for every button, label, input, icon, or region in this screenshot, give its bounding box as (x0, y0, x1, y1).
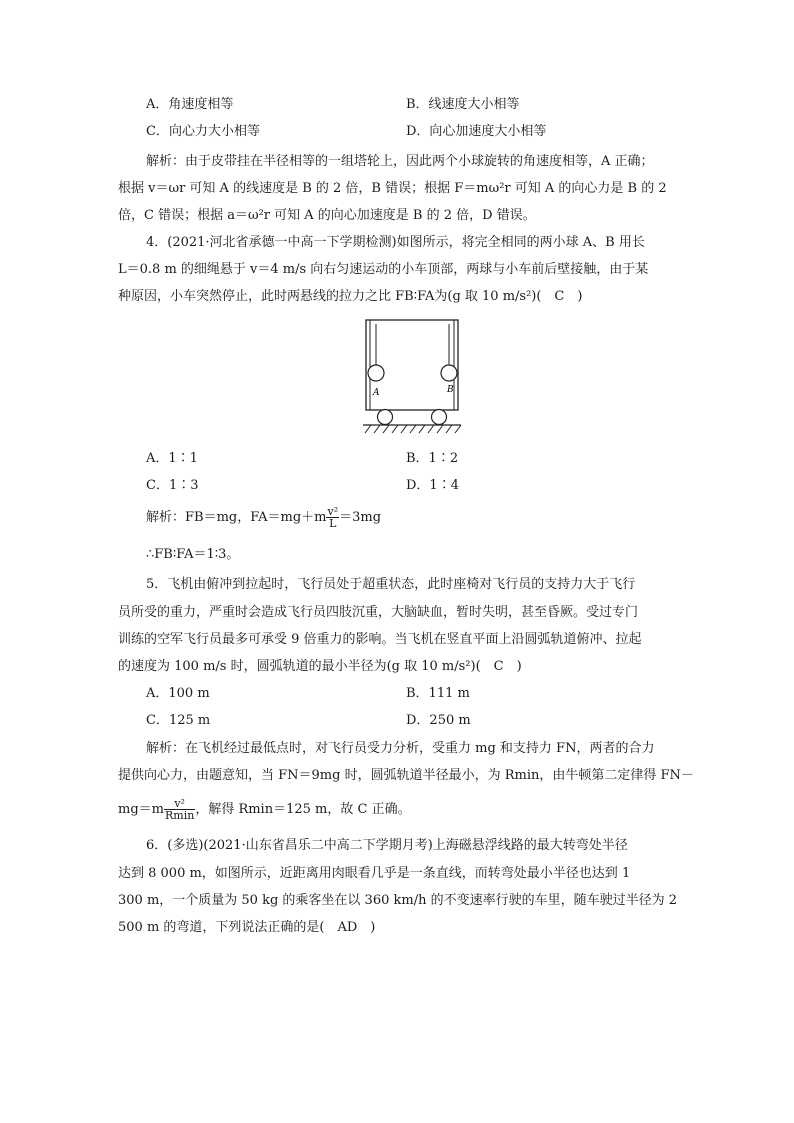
q4-fraction-num: v² (327, 505, 339, 518)
q4-option-d: D．1∶4 (406, 478, 459, 493)
q5-stem-line: 训练的空军飞行员最多可承受 9 倍重力的影响。当飞机在竖直平面上沿圆弧轨道俯冲、拉起 (118, 632, 642, 647)
q6-stem-line: 500 m 的弯道，下列说法正确的是( AD ) (118, 920, 376, 935)
q6-stem-line: 6．(多选)(2021·山东省昌乐二中高二下学期月考)上海磁悬浮线路的最大转弯处半径 (146, 838, 628, 853)
ball-a (368, 365, 384, 381)
q4-stem-line: L＝0.8 m 的细绳悬于 v＝4 m/s 向右匀速运动的小车顶部，两球与小车前后壁接触，由于某 (118, 262, 649, 277)
q5-analysis-line: 提供向心力，由题意知，当 FN＝9mg 时，圆弧轨道半径最小，为 Rmin，由牛顿第二定律得 FN－ (118, 768, 694, 783)
q3-option-c: C．向心力大小相等 (146, 124, 260, 139)
q5-fraction (164, 798, 195, 821)
q3-analysis-line: 倍，C 错误；根据 a＝ω²r 可知 A 的向心加速度是 B 的 2 倍，D 错误。 (118, 208, 536, 223)
q4-option-c: C．1∶3 (146, 478, 199, 493)
ball-b-label: B (447, 385, 454, 395)
q3-analysis-line: 解析：由于皮带挂在半径相等的一组塔轮上，因此两个小球旋转的角速度相等，A 正确； (146, 154, 654, 169)
ball-a-label: A (373, 388, 380, 398)
q4-fraction-den: L (329, 517, 337, 530)
q5-fraction-den: Rmin (164, 809, 195, 822)
q6-stem-line: 达到 8 000 m，如图所示，近距离用肉眼看几乎是一条直线，而转弯处最小半径也达到 1 (118, 866, 631, 881)
q3-option-a: A．角速度相等 (146, 97, 234, 112)
q5-analysis-last-prefix: mg＝m (118, 802, 164, 817)
q5-stem-line: 员所受的重力，严重时会造成飞行员四肢沉重，大脑缺血，暂时失明，甚至昏厥。受过专门 (118, 605, 639, 620)
q4-analysis-prefix: 解析：FB＝mg，FA＝mg＋m (146, 510, 327, 525)
q3-option-d: D．向心加速度大小相等 (406, 124, 547, 139)
q5-stem-line: 的速度为 100 m/s 时，圆弧轨道的最小半径为(g 取 10 m/s²)( C ) (118, 659, 522, 674)
q4-fraction (326, 506, 339, 529)
q5-option-a: A．100 m (146, 686, 210, 701)
q5-analysis-line: 解析：在飞机经过最低点时，对飞行员受力分析，受重力 mg 和支持力 FN，两者的合力 (146, 741, 655, 756)
q5-fraction-num: v² (164, 798, 195, 810)
q5-analysis-last-suffix: ，解得 Rmin＝125 m，故 C 正确。 (195, 802, 411, 817)
q3-option-b: B．线速度大小相等 (406, 97, 520, 112)
q5-option-b: B．111 m (406, 686, 470, 701)
q4-stem-line: 4．(2021·河北省承德一中高一下学期检测)如图所示，将完全相同的两小球 A、B 用长 (146, 235, 645, 250)
q4-cart-figure (355, 316, 467, 438)
ball-b (441, 365, 457, 381)
q5-stem-line: 5．飞机由俯冲到拉起时，飞行员处于超重状态，此时座椅对飞行员的支持力大于飞行 (146, 577, 636, 592)
q5-option-d: D．250 m (406, 713, 471, 728)
q4-analysis (146, 506, 381, 530)
q4-analysis-suffix: ＝3mg (339, 510, 382, 525)
cart-body (366, 320, 458, 410)
ground-hatch (365, 425, 461, 433)
q4-option-b: B．1∶2 (406, 451, 459, 466)
wheel-left (378, 410, 393, 425)
q6-stem-line: 300 m，一个质量为 50 kg 的乘客坐在以 360 km/h 的不变速率行驶的车里，随车驶过半径为 2 (118, 893, 677, 908)
q4-stem-line: 种原因，小车突然停止，此时两悬线的拉力之比 FB∶FA为(g 取 10 m/s²)( C ) (118, 289, 583, 304)
q5-analysis-last (118, 798, 411, 822)
q4-conclusion: ∴FB∶FA＝1∶3。 (146, 547, 240, 562)
q5-option-c: C．125 m (146, 713, 211, 728)
wheel-right (432, 410, 447, 425)
q4-option-a: A．1∶1 (146, 451, 198, 466)
q3-analysis-line: 根据 v＝ωr 可知 A 的线速度是 B 的 2 倍，B 错误；根据 F＝mω²r 可知 A 的向心力是 B 的 2 (118, 181, 667, 196)
